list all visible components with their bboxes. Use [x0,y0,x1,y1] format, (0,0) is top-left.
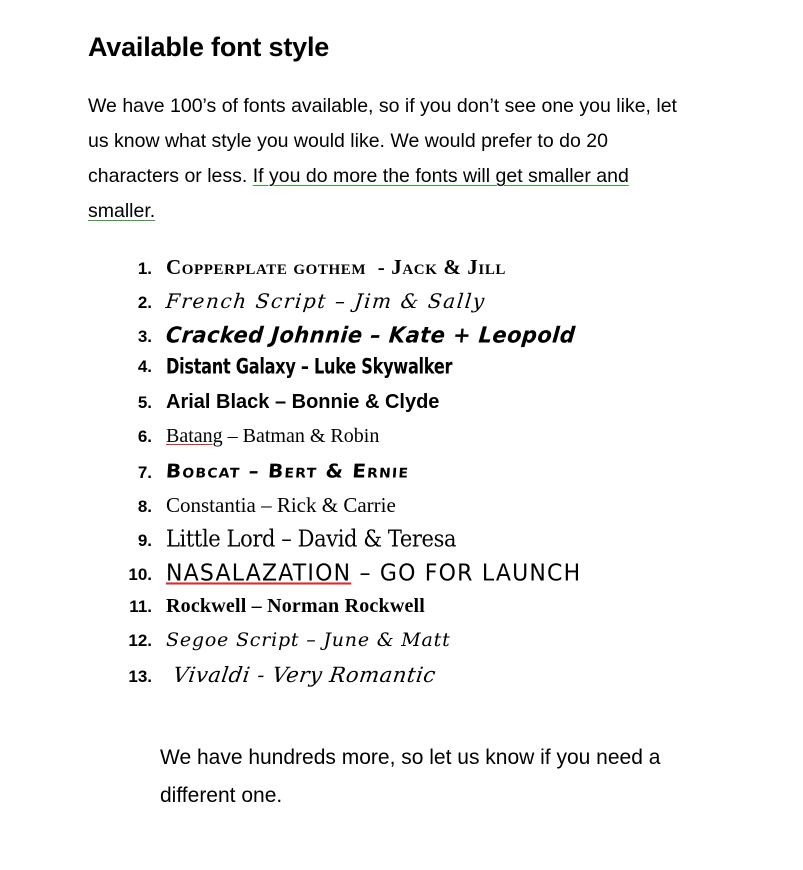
list-item [110,425,743,455]
font-sample-cracked-johnnie: Cracked Johnnie – Kate + Leopold [164,322,577,348]
font-sample-nasalazation-name: NASALAZATION [166,560,352,587]
list-item-number: 8. [137,497,152,516]
list-item-number: 5. [137,393,152,412]
list-item-number: 7. [137,463,152,482]
closing-paragraph: We have hundreds more, so let us know if you need a different one. [160,746,661,807]
intro-text-underlined: If you do more the fonts will get smaller and smaller. [88,165,629,222]
intro-paragraph [88,89,698,229]
list-item-number: 1. [137,259,152,278]
font-sample-constantia: Constantia – Rick & Carrie [166,493,396,517]
font-sample-batang-name: Batang [166,425,223,447]
font-sample-segoe-script: Segoe Script – June & Matt [166,629,451,651]
list-item-number: 9. [137,531,152,550]
font-sample-nasalazation-rest: – GO FOR LAUNCH [351,560,582,587]
page-title: Available font style [88,32,330,62]
list-item-number: 3. [137,327,152,346]
list-item-number: 11. [129,597,152,616]
font-sample-french-script: French Script – Jim & Sally [164,289,488,313]
font-sample-rockwell: Rockwell – Norman Rockwell [166,595,426,617]
font-sample-batang-rest: – Batman & Robin [222,425,380,447]
font-sample-vivaldi: Vivaldi - Very Romantic [164,663,438,687]
intro-text-part1: We have 100’s of fonts available, so if you don’t see one you like, let us know what style you would like. We would prefer to do 20 characters or less. [88,95,677,187]
list-item [110,459,743,489]
list-item [110,595,743,625]
list-item-number: 12. [128,631,152,650]
list-item-number: 2. [137,293,152,312]
list-item-number: 10. [128,565,152,584]
list-item [110,493,743,523]
font-sample-list [88,255,743,693]
list-item [110,663,743,693]
list-item [110,255,743,285]
list-item [110,561,743,591]
list-item-number: 6. [137,427,152,446]
font-sample-nasalazation [166,560,581,586]
list-item [110,527,743,557]
font-sample-arial-black: Arial Black – Bonnie & Clyde [166,391,440,413]
font-sample-copperplate-gothem: Copperplate gothem - Jack & Jill [166,255,507,279]
font-sample-bobcat: Bobcat – Bert & Ernie [165,459,411,483]
font-sample-little-lord: Little Lord – David & Teresa [166,525,457,553]
list-item [110,391,743,421]
list-item [110,323,743,353]
list-item [110,289,743,319]
list-item-number: 4. [137,357,152,376]
list-item [110,354,743,387]
font-sample-batang [166,425,379,448]
list-item [110,629,743,659]
font-sample-distant-galaxy: Distant Galaxy – Luke Skywalker [166,354,453,380]
list-item-number: 13. [128,667,152,686]
